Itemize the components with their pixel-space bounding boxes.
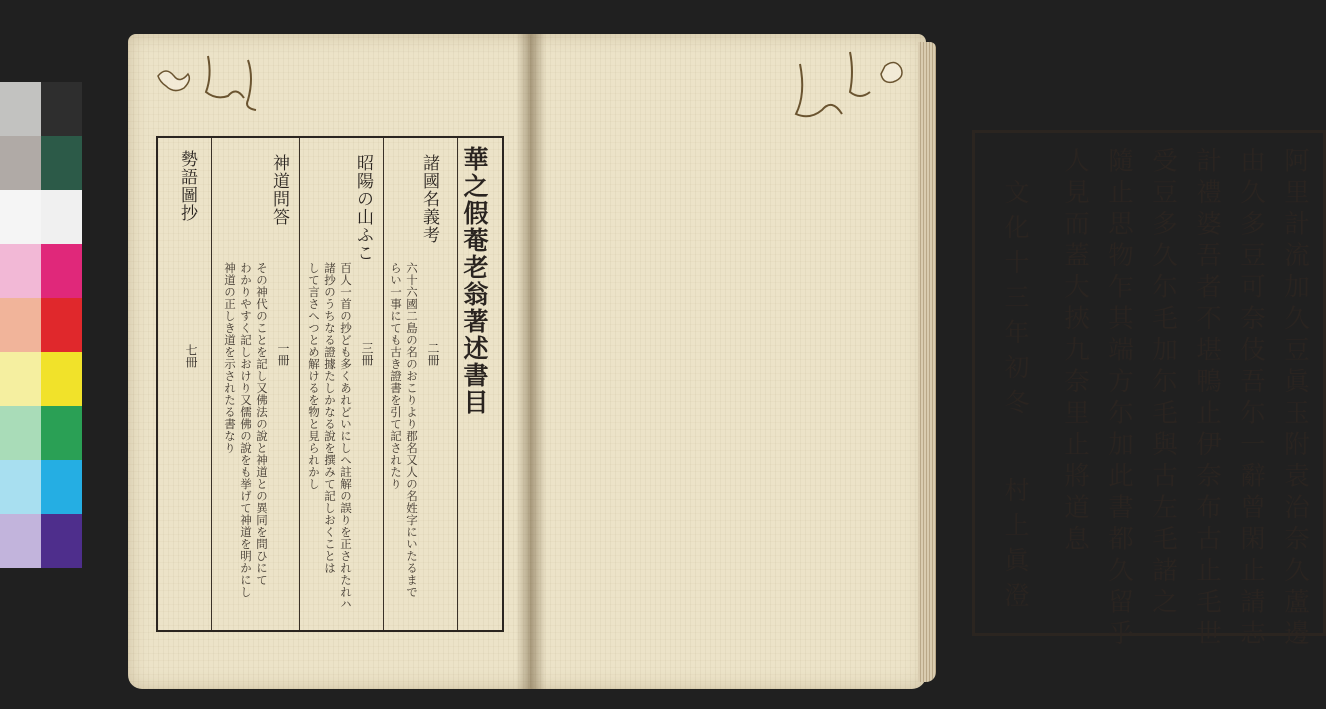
preface-signature: 村上眞澄 xyxy=(1001,477,1030,617)
swatch-row xyxy=(0,460,82,514)
preface-column-5: 隨止思物乍其端方尓加此書都久留乎 xyxy=(1104,147,1134,651)
entry-title-4: 勢語圖抄 xyxy=(177,150,197,222)
swatch-row xyxy=(0,190,82,244)
color-swatch xyxy=(0,190,41,244)
entry-volumes-2: 三冊 xyxy=(360,342,374,366)
left-page xyxy=(128,34,536,689)
color-swatch xyxy=(0,82,41,136)
color-swatch xyxy=(0,244,41,298)
entry-desc-3a: その神代のことを記し又佛法の說と神道との異同を問ひにて xyxy=(255,262,269,586)
preface-column-3: 計禮婆吾者不堪鴨止伊奈布古止毛世 xyxy=(1192,147,1222,651)
entry-desc-1a: 六十六國二島の名のおこりより郡名又人の名姓字にいたるまで xyxy=(405,262,419,598)
column-divider xyxy=(211,138,212,630)
color-swatch xyxy=(41,190,82,244)
color-swatch xyxy=(0,352,41,406)
entry-desc-3c: 神道の正しき道を示されたる書なり xyxy=(223,262,237,454)
color-swatch xyxy=(41,136,82,190)
color-swatch xyxy=(41,298,82,352)
color-swatch xyxy=(41,352,82,406)
entry-volumes-3: 一冊 xyxy=(276,342,290,366)
open-book xyxy=(118,34,1310,689)
column-divider xyxy=(457,138,458,630)
entry-desc-2b: 諸抄のうちなる證據たしかなる說を撰みて記しおくことは xyxy=(323,262,337,574)
swatch-row xyxy=(0,244,82,298)
color-swatch xyxy=(41,406,82,460)
preface-column-1: 阿里計流加久豆眞玉附袁治奈久蘆邊 xyxy=(1280,147,1310,651)
entry-volumes-1: 二冊 xyxy=(426,342,440,366)
swatch-row xyxy=(0,298,82,352)
right-page xyxy=(530,34,1310,689)
entry-desc-1b: らい一事にても古き證書を引て記されたり xyxy=(389,262,403,490)
entry-desc-2a: 百人一首の抄ども多くあれどいにしへ註解の誤りを正されたれハ xyxy=(339,262,353,610)
page-edges xyxy=(918,42,936,682)
swatch-row xyxy=(0,82,82,136)
entry-title-1: 諸國名義考 xyxy=(419,154,439,244)
color-swatch xyxy=(0,460,41,514)
color-swatch xyxy=(0,298,41,352)
entry-volumes-4: 七冊 xyxy=(184,344,198,368)
color-swatch xyxy=(0,514,41,568)
swatch-row xyxy=(0,136,82,190)
swatch-row xyxy=(0,514,82,568)
entry-desc-2c: して言さへつとめ解けるを物と見られかし xyxy=(307,262,321,490)
color-calibration-chart xyxy=(0,82,82,568)
book-gutter xyxy=(516,34,546,689)
entry-title-2: 昭陽の山ふこ xyxy=(353,154,373,262)
entry-desc-3b: わかりやすく記しおけり又儒佛の說をも挙げて神道を明かにし xyxy=(239,262,253,598)
column-divider xyxy=(383,138,384,630)
color-swatch xyxy=(41,244,82,298)
preface-column-6: 人見而蓋大挾九奈里止將道息 xyxy=(1060,147,1090,557)
color-swatch xyxy=(41,82,82,136)
column-divider xyxy=(299,138,300,630)
wormhole-damage-icon xyxy=(148,46,298,126)
preface-column-4: 受豆多久尓毛加尓毛與古左毛諸之 xyxy=(1148,147,1178,620)
preface-frame xyxy=(972,130,1326,651)
swatch-row xyxy=(0,352,82,406)
color-swatch xyxy=(0,136,41,190)
bibliography-frame xyxy=(156,136,504,632)
color-swatch xyxy=(41,514,82,568)
color-swatch xyxy=(41,460,82,514)
preface-column-2: 由久多豆可奈伎吾尓一辭曾閑止請志 xyxy=(1236,147,1266,651)
bibliography-title: 華之假菴老翁著述書目 xyxy=(460,146,489,416)
swatch-row xyxy=(0,406,82,460)
color-swatch xyxy=(0,406,41,460)
entry-title-3: 神道問答 xyxy=(269,154,289,226)
wormhole-damage-icon xyxy=(780,44,920,134)
preface-date: 文化十三年初冬 xyxy=(1001,179,1030,424)
